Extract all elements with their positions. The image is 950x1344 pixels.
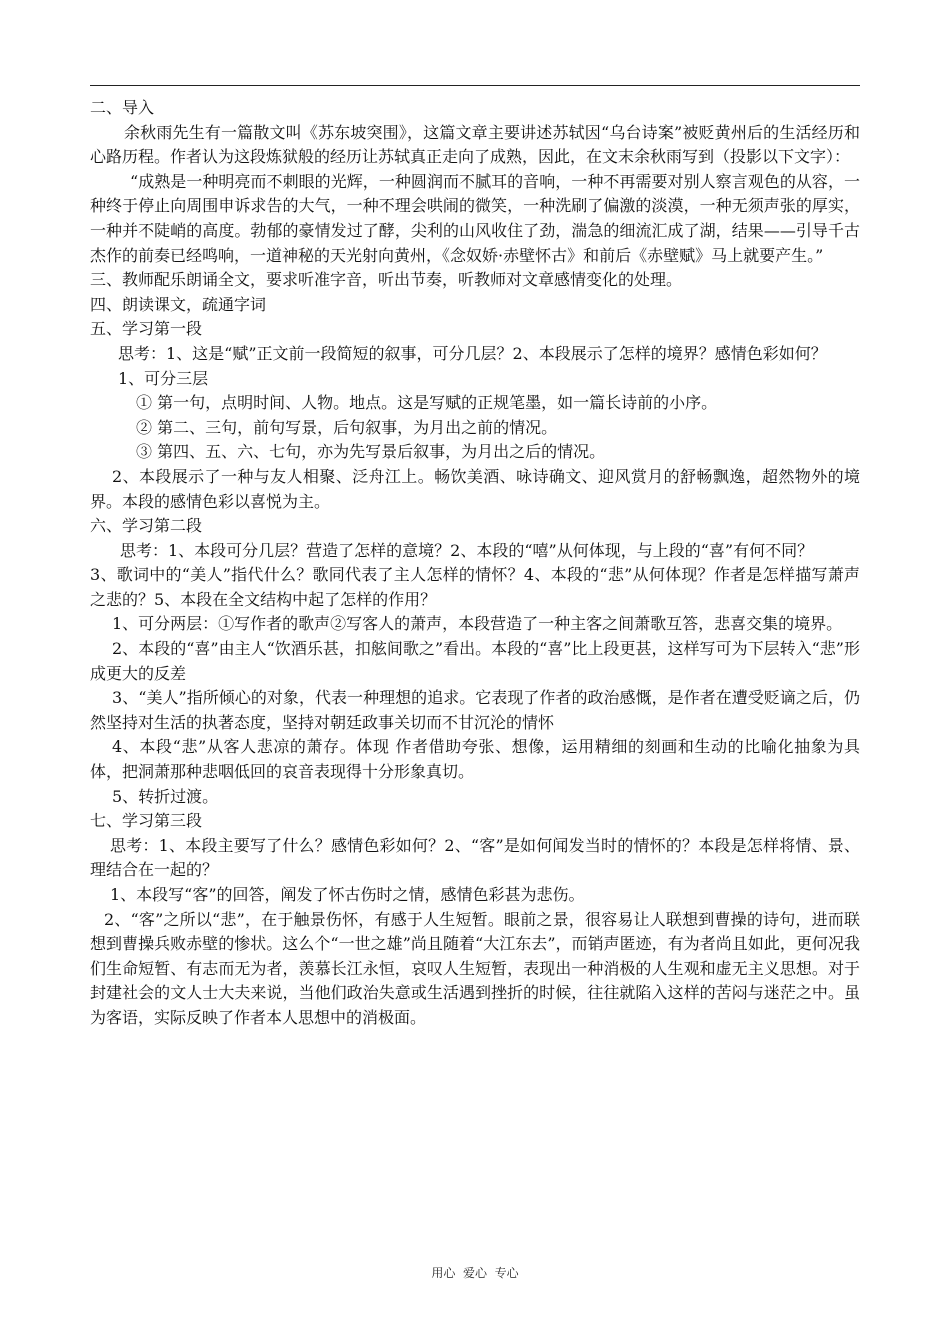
section-heading: 四、朗读课文，疏通字词 [90,294,267,314]
paragraph: 余秋雨先生有一篇散文叫《苏东坡突围》，这篇文章主要讲述苏轼因“乌台诗案”被贬黄州后的生活经历和心路历程。作者认为这段炼狱般的经历让苏轼真正走向了成熟，因此，在文末余秋雨写到（投影以下文字）： [90,122,860,167]
section-heading: 六、学习第二段 [90,516,203,536]
document-body [90,96,860,1031]
answer-paragraph: 2、“客”之所以“悲”，在于触景伤怀，有感于人生短暂。眼前之景，很容易让人联想到曹操的诗句，进而联想到曹操兵败赤壁的惨状。这么个“一世之雄”尚且随着“大江东去”，而销声匿迹，有为者尚且如此，更何况我们生命短暂、有志而无为者，羡慕长江永恒，哀叹人生短暂，表现出一种消极的人生观和虚无主义思想。对于封建社会的文人士大夫来说，当他们政治失意或生活遇到挫折的时候，往往就陷入这样的苦闷与迷茫之中。虽为客语，实际反映了作者本人思想中的消极面。 [90,909,860,1027]
question-paragraph: 思考：1、这是“赋”正文前一段简短的叙事，可分几层？2、本段展示了怎样的境界？感情色彩如何？ [118,343,827,363]
answer-paragraph: 3、“美人”指所倾心的对象，代表一种理想的追求。它表现了作者的政治感慨，是作者在遭受贬谪之后，仍然坚持对生活的执著态度，坚持对朝廷政事关切而不甘沉沦的情怀 [90,688,860,732]
answer-paragraph: 4、本段“悲”从客人悲凉的萧存。体现 作者借助夸张、想像，运用精细的刻画和生动的比喻化抽象为具体，把洞萧那种悲咽低回的哀音表现得十分形象真切。 [90,737,860,782]
list-item: ③ 第四、五、六、七句，亦为先写景后叙事，为月出之后的情况。 [136,442,606,462]
section-heading: 三、教师配乐朗诵全文，要求听准字音，听出节奏，听教师对文章感情变化的处理。 [90,270,683,290]
answer-paragraph: 1、可分两层：①写作者的歌声②写客人的萧声，本段营造了一种主客之间萧歌互答，悲喜交集的境界。 [112,614,843,634]
list-item: ② 第二、三句，前句写景，后句叙事，为月出之前的情况。 [136,417,558,437]
answer-paragraph: 1、本段写“客”的回答，阐发了怀古伤时之情，感情色彩甚为悲伤。 [110,885,585,904]
answer-paragraph: 1、可分三层 [118,368,209,388]
question-paragraph: 思考：1、本段可分几层？营造了怎样的意境？2、本段的“嘻”从何体现，与上段的“喜”有何不同？ [120,540,814,560]
answer-paragraph: 5、转折过渡。 [112,786,219,806]
question-paragraph: 思考：1、本段主要写了什么？感情色彩如何？2、“客”是如何闻发当时的情怀的？本段是怎样将情、景、理结合在一起的？ [90,835,860,880]
header-rule [90,85,860,86]
answer-paragraph: 2、本段展示了一种与友人相聚、泛舟江上。畅饮美酒、咏诗确文、迎风赏月的舒畅飘逸，超然物外的境界。本段的感情色彩以喜悦为主。 [90,466,860,511]
section-heading: 二、导入 [90,98,155,117]
section-heading: 七、学习第三段 [90,811,203,831]
quote-paragraph: “成熟是一种明亮而不刺眼的光辉，一种圆润而不腻耳的音响，一种不再需要对别人察言观色的从容，一种终于停止向周围申诉求告的大气，一种不理会哄闹的微笑，一种洗刷了偏激的淡漠，一种无须声张的厚实，一种并不陡峭的高度。勃郁的豪情发过了酵，尖利的山风收住了劲，湍急的细流汇成了湖，结果——引导千古杰作的前奏已经鸣响，一道神秘的天光射向黄州，《念奴娇·赤壁怀古》和前后《赤壁赋》马上就要产生。” [90,171,860,265]
answer-paragraph: 2、本段的“喜”由主人“饮酒乐甚，扣舷间歌之”看出。本段的“喜”比上段更甚，这样写可为下层转入“悲”形成更大的反差 [90,639,860,683]
section-heading: 五、学习第一段 [90,319,203,339]
question-paragraph: 3、歌词中的“美人”指代什么？歌同代表了主人怎样的情怀？4、本段的“悲”从何体现？作者是怎样描写萧声之悲的？5、本段在全文结构中起了怎样的作用？ [90,565,860,609]
page-footer: 用心 爱心 专心 [431,1266,519,1280]
list-item: ① 第一句，点明时间、人物。地点。这是写赋的正规笔墨，如一篇长诗前的小序。 [136,393,718,413]
